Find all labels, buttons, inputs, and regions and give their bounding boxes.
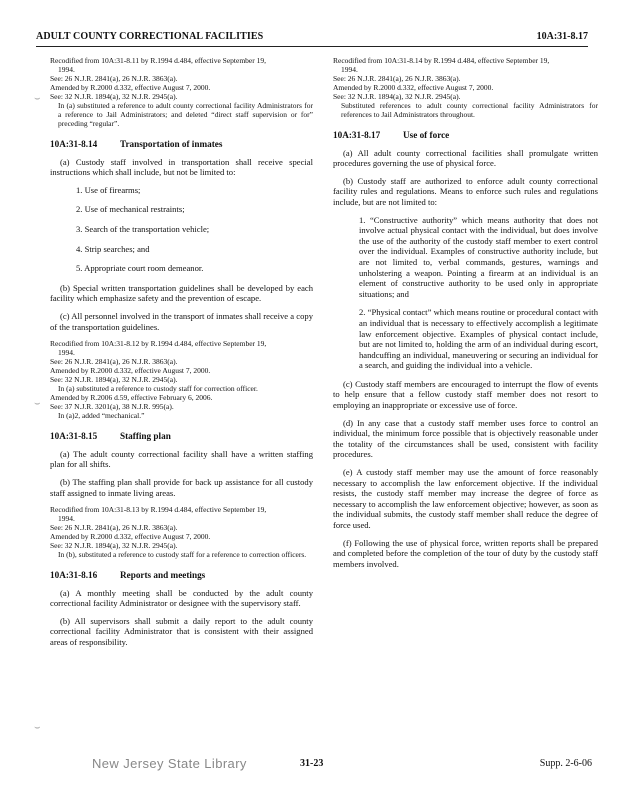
section-heading-814 — [50, 139, 313, 150]
note-line: Recodified from 10A:31-8.13 by R.1994 d.484, effective September 19, — [50, 505, 267, 515]
history-note-813 — [50, 505, 313, 559]
paragraph-817-f: (f) Following the use of physical force, written reports shall be prepared and completed before the completion of the tour of duty by the custody staff members involved. — [333, 537, 598, 569]
paragraph-817-b1: 1. “Constructive authority” which means authority that does not involve actual physical contact with the individual, but does involve the use of the authority of the custody staff member to exert control over the individual. Examples of constructive authority include, but are not limited to, verbal commands, gestures, warnings and unholstering a weapon. Pointing a firearm at an individual is an element of constructive authority to be used only in appropriate situations; and — [359, 214, 598, 299]
note-line: See: 26 N.J.R. 2841(a), 26 N.J.R. 3863(a). — [50, 523, 178, 533]
list-item: 3. Search of the transportation vehicle; — [76, 223, 210, 234]
list-item: 4. Strip searches; and — [76, 243, 150, 254]
paragraph-814-a: (a) Custody staff involved in transportation shall receive special instructions which shall include, but not be limited to: — [50, 156, 313, 178]
note-line: Amended by R.2000 d.332, effective August 7, 2000. — [50, 532, 211, 542]
page-number: 31-23 — [300, 758, 324, 769]
header-section-range: 10A:31-8.17 — [536, 31, 588, 42]
note-line: Recodified from 10A:31-8.12 by R.1994 d.484, effective September 19, — [50, 339, 267, 349]
paragraph-816-a: (a) A monthly meeting shall be conducted by the adult county correctional facility Administrator or designee with the supervisory staff. — [50, 587, 313, 609]
right-column — [333, 56, 598, 576]
history-note-812 — [50, 339, 313, 420]
paragraph-817-b2: 2. “Physical contact” which means routine or procedural contact with an individual that is necessary to effectively accomplish a legitimate law enforcement objective. Examples of physical contact include, but are not limited to, holding the arm of an individual during escort, handcuffing an individual, maneuvering or securing an individual for a search, and guiding the individual into a vehicle. — [359, 307, 598, 371]
section-heading-815 — [50, 431, 313, 442]
list-item: 2. Use of mechanical restraints; — [76, 204, 185, 215]
paragraph-817-b: (b) Custody staff are authorized to enforce adult county correctional facility rules and regulations. Means to enforce such rules and regulations include, but are not limited to: — [333, 175, 598, 207]
history-note-811 — [50, 56, 313, 128]
list-item: 5. Appropriate court room demeanor. — [76, 263, 204, 274]
section-title: Staffing plan — [120, 431, 171, 442]
paragraph-817-d: (d) In any case that a custody staff member uses force to control an individual, the minimum force possible that is objectively reasonable under the totality of the circumstances shall be used, consistent with facility procedures. — [333, 417, 598, 460]
section-title: Use of force — [403, 130, 450, 140]
note-line: See: 32 N.J.R. 1894(a), 32 N.J.R. 2945(a). — [50, 92, 178, 101]
binding-hole-mark: ⌣ — [34, 722, 41, 733]
note-line: See: 37 N.J.R. 3201(a), 38 N.J.R. 995(a). — [50, 402, 174, 412]
note-line: In (a)2, added “mechanical.” — [58, 411, 145, 421]
note-line: Substituted references to adult county correctional facility Administrators for references to Jail Administrators throughout. — [341, 101, 598, 119]
list-item: 1. Use of firearms; — [76, 184, 141, 195]
paragraph-817-a: (a) All adult county correctional facilities shall promulgate written procedures governing the use of physical force. — [333, 147, 598, 169]
list-814-a — [50, 185, 313, 274]
supplement-date: Supp. 2-6-06 — [539, 758, 592, 769]
history-note-814 — [333, 56, 598, 119]
section-title: Transportation of inmates — [120, 139, 223, 149]
section-number: 10A:31-8.16 — [50, 570, 98, 581]
note-line: See: 32 N.J.R. 1894(a), 32 N.J.R. 2945(a). — [333, 92, 461, 101]
note-line: See: 32 N.J.R. 1894(a), 32 N.J.R. 2945(a). — [50, 541, 178, 551]
note-line: See: 26 N.J.R. 2841(a), 26 N.J.R. 3863(a). — [50, 357, 178, 367]
running-header — [36, 30, 588, 47]
note-line: In (b), substituted a reference to custody staff for a reference to correction officers. — [58, 550, 307, 560]
page-footer — [0, 758, 618, 774]
paragraph-815-a: (a) The adult county correctional facility shall have a written staffing plan for all shifts. — [50, 448, 313, 470]
section-heading-817 — [333, 130, 598, 141]
note-line: In (a) substituted a reference to adult county correctional facility Administrators for a reference to Jail Administrators; and deleted “direct staff supervision or for” preceding “regular”. — [58, 101, 313, 128]
section-heading-816 — [50, 570, 313, 581]
paragraph-817-c: (c) Custody staff members are encouraged to interrupt the flow of events to help ensure that a fellow custody staff member does not resort to employing an inappropriate or excessive use of force. — [333, 378, 598, 411]
note-line: Amended by R.2000 d.332, effective August 7, 2000. — [50, 83, 211, 92]
binding-hole-mark: ⌣ — [34, 93, 41, 104]
note-line: Recodified from 10A:31-8.14 by R.1994 d.484, effective September 19, — [333, 56, 550, 65]
section-number: 10A:31-8.15 — [50, 431, 98, 442]
note-line: Recodified from 10A:31-8.11 by R.1994 d.484, effective September 19, — [50, 56, 266, 65]
note-line: In (a) substituted a reference to custody staff for correction officer. — [58, 384, 258, 394]
paragraph-817-e: (e) A custody staff member may use the amount of force reasonably necessary to accomplish the law enforcement objective. If the individual resists, the custody staff member may increase the degree of force as necessary to accomplish the law enforcement objective; however, as soon as the individual submits, the custody staff member shall reduce the degree of force used. — [333, 467, 598, 530]
paragraph-814-c: (c) All personnel involved in the transport of inmates shall receive a copy of the transportation guidelines. — [50, 310, 313, 332]
note-line: 1994. — [58, 514, 75, 524]
section-number: 10A:31-8.14 — [50, 139, 98, 149]
section-title: Reports and meetings — [120, 570, 206, 581]
note-line: 1994. — [58, 65, 75, 74]
paragraph-815-b: (b) The staffing plan shall provide for back up assistance for all custody staff assigned to inmate living areas. — [50, 476, 313, 498]
note-line: See: 26 N.J.R. 2841(a), 26 N.J.R. 3863(a). — [333, 74, 461, 83]
note-line: Amended by R.2006 d.59, effective February 6, 2006. — [50, 393, 213, 403]
note-line: See: 32 N.J.R. 1894(a), 32 N.J.R. 2945(a). — [50, 375, 178, 385]
note-line: 1994. — [58, 348, 75, 358]
section-number: 10A:31-8.17 — [333, 130, 381, 140]
paragraph-814-b: (b) Special written transportation guidelines shall be developed by each facility which emphasize safety and the prevention of escape. — [50, 282, 313, 304]
library-watermark: New Jersey State Library — [92, 756, 247, 771]
left-column — [50, 56, 313, 655]
note-line: See: 26 N.J.R. 2841(a), 26 N.J.R. 3863(a). — [50, 74, 178, 83]
note-line: Amended by R.2000 d.332, effective August 7, 2000. — [50, 366, 211, 376]
paragraph-816-b: (b) All supervisors shall submit a daily report to the adult county correctional facility Administrator that is consistent with their assigned areas of responsibility. — [50, 615, 313, 648]
binding-hole-mark: ⌣ — [34, 398, 41, 409]
note-line: Amended by R.2000 d.332, effective August 7, 2000. — [333, 83, 494, 92]
header-title: ADULT COUNTY CORRECTIONAL FACILITIES — [36, 31, 264, 42]
note-line: 1994. — [341, 65, 358, 74]
